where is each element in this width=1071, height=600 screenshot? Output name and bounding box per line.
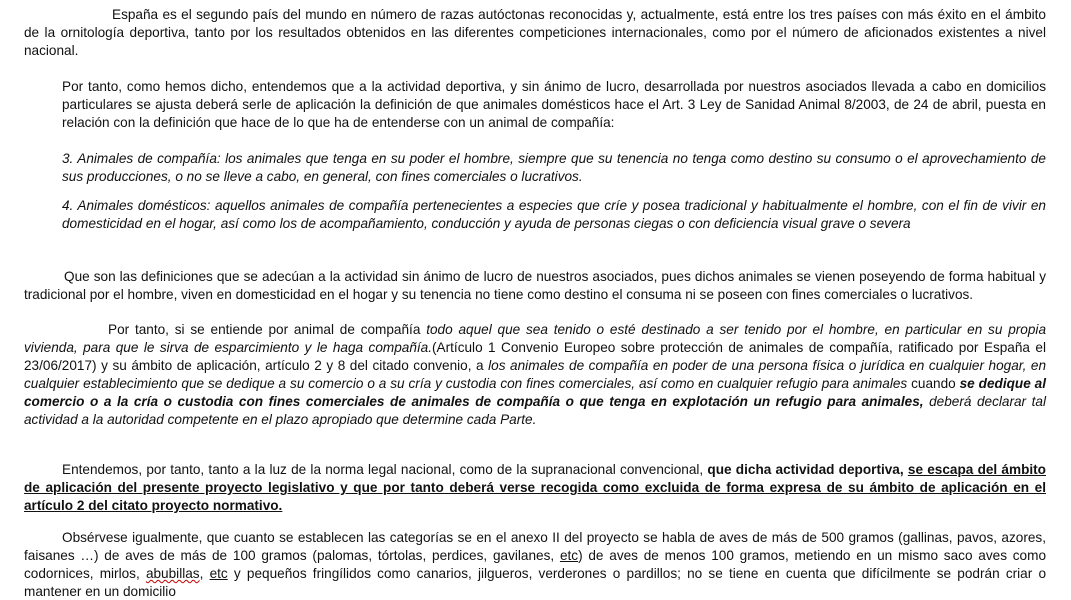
paragraph-5: Que son las definiciones que se adecúan a la actividad sin ánimo de lucro de nuestros asociados, pues dichos animales se vienen poseyendo de forma habitual y tradicional por el hombre, viven en domesticidad en el hogar y su tenencia no tiene como destino el consuma ni se poseen con fines comerciales o lucrativos. xyxy=(24,269,1046,302)
p8-etc-2: etc xyxy=(209,566,228,581)
paragraph-7 xyxy=(24,461,1046,515)
p8-text-1: Obsérvese igualmente, que cuanto se establecen las categorías se en el anexo II del proyecto se habla de aves de más de 500 gramos (gallinas, pavos, azores, faisanes …) de aves de más de 100 gramos (palomas, tórtolas, perdices, gavilanes, xyxy=(24,530,1046,563)
p6-italic-quote: todo aquel que sea tenido o esté destinado a ser tenido por el hombre, en particular en su propia vivienda, para que le sirva de esparcimiento y le haga compañía. xyxy=(24,322,1047,355)
p8-text-4: y pequeños fringílidos como canarios, jilgueros, verderones o pardillos; no se tiene en cuenta que difícilmente se podrán criar o mantener en un domicilio xyxy=(24,566,1047,599)
paragraph-2: Por tanto, como hemos dicho, entendemos que a la actividad deportiva, y sin ánimo de lucro, desarrollada por nuestros asociados llevada a cabo en domicilios particulares se ajusta deberá serle de aplicación la definición de que animales domésticos hace el Art. 3 Ley de Sanidad Animal 8/2003, de 24 de abril, puesta en relación con la definición que hace de lo que ha de entenderse con un animal de compañía: xyxy=(62,79,1046,130)
p7-bold-comma: , xyxy=(899,462,908,477)
paragraph-1: España es el segundo país del mundo en número de razas autóctonas reconocidas y, actualmente, está entre los tres países con más éxito en el ámbito de la ornitología deportiva, tanto por los resultados obtenidos en las diferentes competiciones internacionales, como por el número de aficionados existentes a nivel nacional. xyxy=(24,7,1046,58)
p7-text-1: Entendemos, por tanto, tanto a la luz de la norma legal nacional, como de la supranacional convencional, xyxy=(62,462,708,477)
paragraph-6 xyxy=(24,321,1046,429)
p6-italic-scope: los animales de compañía en poder de una persona física o jurídica en cualquier hogar, en cualquier establecimiento que se dedique a su comercio o a su cría y custodia con fines comerciales, así como en cualquier refugio para animales xyxy=(24,358,1047,391)
p6-text-3: cuando xyxy=(907,376,960,391)
paragraph-4-definition: 4. Animales domésticos: aquellos animales de compañía pertenecientes a especies que críe y posea tradicional y habitualmente el hombre, con el fin de vivir en domesticidad en el hogar, así como los de acompañamiento, conducción y ayuda de personas ciegas o con deficiencia visual grave o severa xyxy=(62,198,1046,231)
p7-bold-underlined: se escapa del ámbito de aplicación del presente proyecto legislativo y que por tanto deberá verse recogida como excluida de forma expresa de su ámbito de aplicación en el artículo 2 del citato proyecto normativo. xyxy=(24,462,1046,513)
p6-bold-clause: se dedique al comercio o a la cría o custodia con fines comerciales de animales de compañía o que tenga en explotación un refugio para animales, xyxy=(24,376,1047,409)
p6-text-2: (Artículo 1 Convenio Europeo sobre protección de animales de compañía, ratificado por España el 23/06/2017) y su ámbito de aplicación, artículo 2 y 8 del citado convenio, a xyxy=(24,340,1046,373)
p8-abubillas-spellcheck: abubillas xyxy=(145,566,200,581)
p6-text-1: Por tanto, si se entiende por animal de compañía xyxy=(108,322,427,337)
p8-text-2: ) de aves de menos 100 gramos, metiendo en un mismo saco aves como codornices, mirlos, xyxy=(24,548,1046,581)
p7-bold-1: que dicha actividad deportiva xyxy=(707,462,900,477)
p8-etc-1: etc xyxy=(559,548,579,563)
p6-italic-end: deberá declarar tal actividad a la autoridad competente en el plazo apropiado que determine cada Parte. xyxy=(24,394,1046,427)
paragraph-8 xyxy=(24,529,1046,600)
p8-text-3: , xyxy=(199,566,210,581)
paragraph-3-definition: 3. Animales de compañía: los animales que tenga en su poder el hombre, siempre que su tenencia no tenga como destino su consumo o el aprovechamiento de sus producciones, o no se lleve a cabo, en general, con fines comerciales o lucrativos. xyxy=(62,151,1046,184)
